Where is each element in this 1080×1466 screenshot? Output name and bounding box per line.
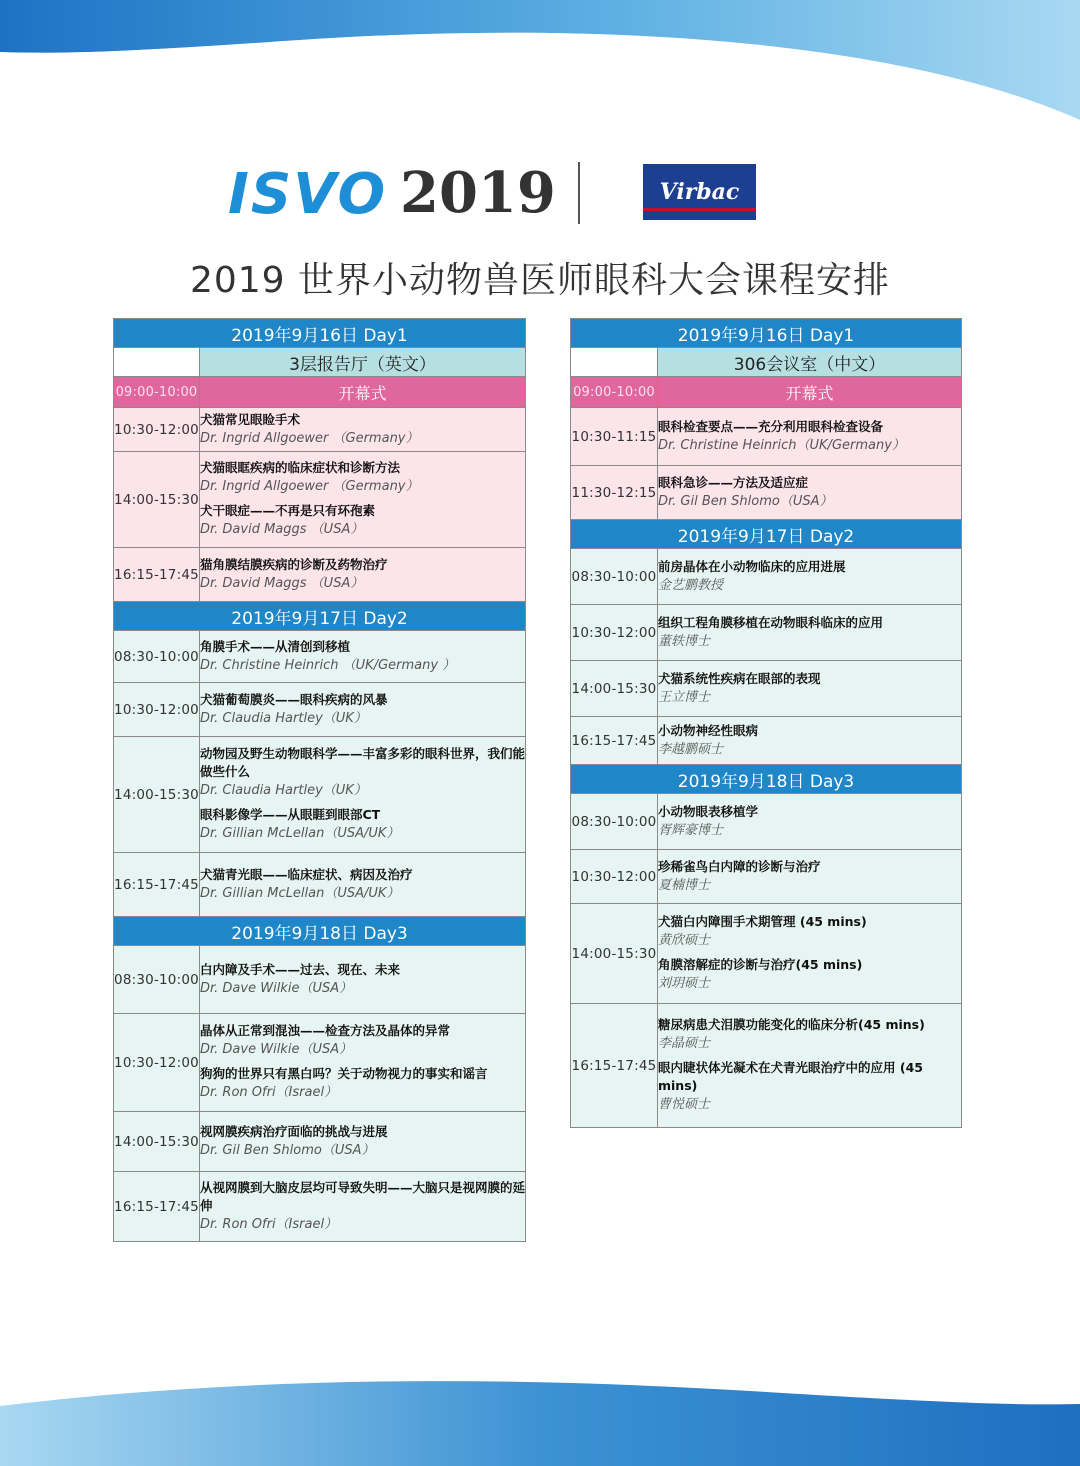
opening-row bbox=[114, 377, 526, 408]
session-speaker: Dr. Gillian McLellan（USA/UK） bbox=[200, 826, 400, 841]
session-topic: 动物园及野生动物眼科学——丰富多彩的眼科世界，我们能做些什么 bbox=[200, 746, 526, 779]
session-time: 16:15-17:45 bbox=[114, 853, 200, 917]
session-content bbox=[658, 408, 962, 466]
session-content bbox=[658, 549, 962, 605]
bottom-wave-decoration bbox=[0, 1336, 1080, 1466]
session-time: 14:00-15:30 bbox=[571, 904, 658, 1004]
right-schedule-table bbox=[570, 318, 962, 1128]
left-schedule-body bbox=[114, 319, 526, 1242]
day-header-row bbox=[571, 319, 962, 348]
session-time: 08:30-10:00 bbox=[571, 549, 658, 605]
session-speaker: 曹悦硕士 bbox=[658, 1097, 711, 1112]
session-topic: 角膜溶解症的诊断与治疗(45 mins) bbox=[658, 957, 863, 972]
session-topic: 组织工程角膜移植在动物眼科临床的应用 bbox=[658, 614, 884, 630]
session-content bbox=[200, 1172, 526, 1242]
top-wave-decoration bbox=[0, 0, 1080, 130]
day-header-row bbox=[114, 602, 526, 631]
session-content bbox=[658, 717, 962, 765]
day-header-row bbox=[114, 917, 526, 946]
session-speaker: Dr. Christine Heinrich（UK/Germany） bbox=[658, 437, 905, 453]
day-header: 2019年9月16日 Day1 bbox=[114, 319, 526, 348]
session-topic: 犬猫眼眶疾病的临床症状和诊断方法 bbox=[200, 460, 401, 475]
session-content bbox=[200, 1014, 526, 1112]
session-topic: 狗狗的世界只有黑白吗？关于动物视力的事实和谣言 bbox=[200, 1066, 488, 1081]
session-speaker: 胥辉豪博士 bbox=[658, 822, 724, 838]
logo-year: 2019 bbox=[400, 160, 556, 226]
session-topic: 犬干眼症——不再是只有环孢素 bbox=[200, 503, 376, 518]
session-row bbox=[114, 452, 526, 548]
session-topic: 白内障及手术——过去、现在、未来 bbox=[200, 961, 401, 977]
session-topic: 眼科检查要点——充分利用眼科检查设备 bbox=[658, 418, 884, 434]
day-header: 2019年9月17日 Day2 bbox=[114, 602, 526, 631]
session-speaker: Dr. Gil Ben Shlomo（USA） bbox=[658, 493, 833, 509]
session-time: 10:30-12:00 bbox=[114, 1014, 200, 1112]
session-time: 14:00-15:30 bbox=[114, 1112, 200, 1172]
session-speaker: 刘玥硕士 bbox=[658, 976, 711, 991]
virbac-logo-underline bbox=[643, 208, 756, 211]
opening-title: 开幕式 bbox=[658, 377, 962, 408]
right-schedule-body bbox=[571, 319, 962, 1128]
session-content bbox=[200, 737, 526, 853]
session-topic: 从视网膜到大脑皮层均可导致失明——大脑只是视网膜的延伸 bbox=[200, 1179, 526, 1213]
session-time: 16:15-17:45 bbox=[571, 717, 658, 765]
day-header-row bbox=[571, 765, 962, 794]
session-time: 14:00-15:30 bbox=[114, 452, 200, 548]
session-speaker: Dr. David Maggs （USA） bbox=[200, 522, 364, 537]
session-time: 14:00-15:30 bbox=[114, 737, 200, 853]
virbac-logo bbox=[643, 164, 756, 220]
session-time: 10:30-12:00 bbox=[114, 408, 200, 452]
session-speaker: Dr. Dave Wilkie（USA） bbox=[200, 1042, 353, 1057]
session-row bbox=[114, 946, 526, 1014]
session-topic: 小动物神经性眼病 bbox=[658, 722, 759, 738]
day-header: 2019年9月17日 Day2 bbox=[571, 520, 962, 549]
session-content bbox=[658, 794, 962, 850]
session-row bbox=[114, 1014, 526, 1112]
session-speaker: Dr. Christine Heinrich （UK/Germany ） bbox=[200, 657, 456, 673]
session-row bbox=[114, 737, 526, 853]
session-content bbox=[658, 466, 962, 520]
session-time: 10:30-11:15 bbox=[571, 408, 658, 466]
session-content bbox=[658, 661, 962, 717]
session-topic: 珍稀雀鸟白内障的诊断与治疗 bbox=[658, 858, 821, 874]
session-time: 08:30-10:00 bbox=[571, 794, 658, 850]
session-speaker: 黄欣硕士 bbox=[658, 933, 711, 948]
session-speaker: 夏楠博士 bbox=[658, 877, 711, 893]
session-time: 10:30-12:00 bbox=[114, 683, 200, 737]
session-time: 16:15-17:45 bbox=[571, 1004, 658, 1128]
session-row bbox=[114, 631, 526, 683]
logo-divider bbox=[578, 162, 580, 224]
room-name: 3层报告厅（英文） bbox=[200, 348, 526, 377]
session-topic: 猫角膜结膜疾病的诊断及药物治疗 bbox=[200, 556, 388, 572]
session-topic: 晶体从正常到混浊——检查方法及晶体的异常 bbox=[200, 1023, 451, 1038]
session-content bbox=[200, 631, 526, 683]
session-content bbox=[200, 853, 526, 917]
day-header-row bbox=[114, 319, 526, 348]
session-content bbox=[200, 683, 526, 737]
session-speaker: Dr. Ron Ofri（Israel） bbox=[200, 1216, 338, 1232]
room-blank-cell bbox=[571, 348, 658, 377]
logo-row bbox=[0, 150, 1080, 230]
session-topic: 犬猫青光眼——临床症状、病因及治疗 bbox=[200, 866, 413, 882]
left-schedule-table bbox=[113, 318, 526, 1242]
session-content bbox=[200, 1112, 526, 1172]
session-content bbox=[658, 904, 962, 1004]
room-row bbox=[571, 348, 962, 377]
session-topic: 视网膜疾病治疗面临的挑战与进展 bbox=[200, 1123, 388, 1139]
session-speaker: Dr. David Maggs （USA） bbox=[200, 575, 364, 591]
session-speaker: Dr. Ron Ofri（Israel） bbox=[200, 1085, 338, 1100]
session-row bbox=[571, 466, 962, 520]
session-time: 10:30-12:00 bbox=[571, 850, 658, 904]
session-row bbox=[571, 661, 962, 717]
session-topic: 犬猫葡萄膜炎——眼科疾病的风暴 bbox=[200, 691, 388, 707]
session-content bbox=[658, 850, 962, 904]
session-topic: 前房晶体在小动物临床的应用进展 bbox=[658, 558, 846, 574]
session-content bbox=[200, 452, 526, 548]
session-row bbox=[114, 853, 526, 917]
session-time: 14:00-15:30 bbox=[571, 661, 658, 717]
virbac-logo-text: Virbac bbox=[659, 179, 740, 205]
day-header: 2019年9月18日 Day3 bbox=[114, 917, 526, 946]
session-speaker: Dr. Dave Wilkie（USA） bbox=[200, 980, 353, 996]
page-title: 2019 世界小动物兽医师眼科大会课程安排 bbox=[189, 260, 891, 301]
session-speaker: 李晶硕士 bbox=[658, 1036, 711, 1051]
session-speaker: Dr. Ingrid Allgoewer （Germany） bbox=[200, 479, 419, 494]
session-row bbox=[114, 408, 526, 452]
session-row bbox=[114, 548, 526, 602]
session-time: 16:15-17:45 bbox=[114, 548, 200, 602]
session-row bbox=[571, 1004, 962, 1128]
opening-row bbox=[571, 377, 962, 408]
session-topic: 糖尿病患犬泪膜功能变化的临床分析(45 mins) bbox=[658, 1017, 925, 1032]
session-topic: 犬猫系统性疾病在眼部的表现 bbox=[658, 670, 821, 686]
session-row bbox=[571, 549, 962, 605]
session-speaker: Dr. Gil Ben Shlomo（USA） bbox=[200, 1142, 375, 1158]
room-name: 306会议室（中文） bbox=[658, 348, 962, 377]
session-time: 11:30-12:15 bbox=[571, 466, 658, 520]
day-header: 2019年9月18日 Day3 bbox=[571, 765, 962, 794]
room-row bbox=[114, 348, 526, 377]
session-topic: 犬猫常见眼睑手术 bbox=[200, 411, 301, 427]
session-content bbox=[200, 408, 526, 452]
session-content bbox=[200, 548, 526, 602]
session-speaker: Dr. Claudia Hartley（UK） bbox=[200, 783, 367, 798]
session-speaker: Dr. Gillian McLellan（USA/UK） bbox=[200, 885, 400, 901]
session-row bbox=[571, 408, 962, 466]
opening-time: 09:00-10:00 bbox=[114, 377, 200, 408]
session-speaker: 李越鹏硕士 bbox=[658, 741, 724, 757]
session-speaker: 王立博士 bbox=[658, 689, 711, 705]
opening-time: 09:00-10:00 bbox=[571, 377, 658, 408]
isvo-logo: ISVO bbox=[228, 162, 388, 227]
session-topic: 眼科急诊——方法及适应症 bbox=[658, 474, 809, 490]
session-row bbox=[571, 717, 962, 765]
session-row bbox=[114, 1112, 526, 1172]
session-content bbox=[658, 1004, 962, 1128]
session-time: 08:30-10:00 bbox=[114, 946, 200, 1014]
day-header: 2019年9月16日 Day1 bbox=[571, 319, 962, 348]
session-topic: 犬猫白内障围手术期管理 (45 mins) bbox=[658, 914, 867, 929]
session-speaker: 金艺鹏教授 bbox=[658, 577, 724, 593]
session-speaker: Dr. Ingrid Allgoewer （Germany） bbox=[200, 430, 419, 446]
session-row bbox=[571, 605, 962, 661]
session-row bbox=[571, 850, 962, 904]
session-time: 08:30-10:00 bbox=[114, 631, 200, 683]
session-topic: 角膜手术——从清创到移植 bbox=[200, 638, 351, 654]
session-row bbox=[571, 794, 962, 850]
day-header-row bbox=[571, 520, 962, 549]
session-topic: 眼科影像学——从眼睚到眼部CT bbox=[200, 807, 381, 822]
session-speaker: 董轶博士 bbox=[658, 633, 711, 649]
opening-title: 开幕式 bbox=[200, 377, 526, 408]
session-time: 10:30-12:00 bbox=[571, 605, 658, 661]
session-speaker: Dr. Claudia Hartley（UK） bbox=[200, 710, 367, 726]
session-time: 16:15-17:45 bbox=[114, 1172, 200, 1242]
session-row bbox=[571, 904, 962, 1004]
session-content bbox=[200, 946, 526, 1014]
session-content bbox=[658, 605, 962, 661]
session-row bbox=[114, 683, 526, 737]
session-topic: 小动物眼表移植学 bbox=[658, 803, 759, 819]
session-topic: 眼内睫状体光凝术在犬青光眼治疗中的应用 (45 mins) bbox=[658, 1060, 923, 1093]
room-blank-cell bbox=[114, 348, 200, 377]
session-row bbox=[114, 1172, 526, 1242]
